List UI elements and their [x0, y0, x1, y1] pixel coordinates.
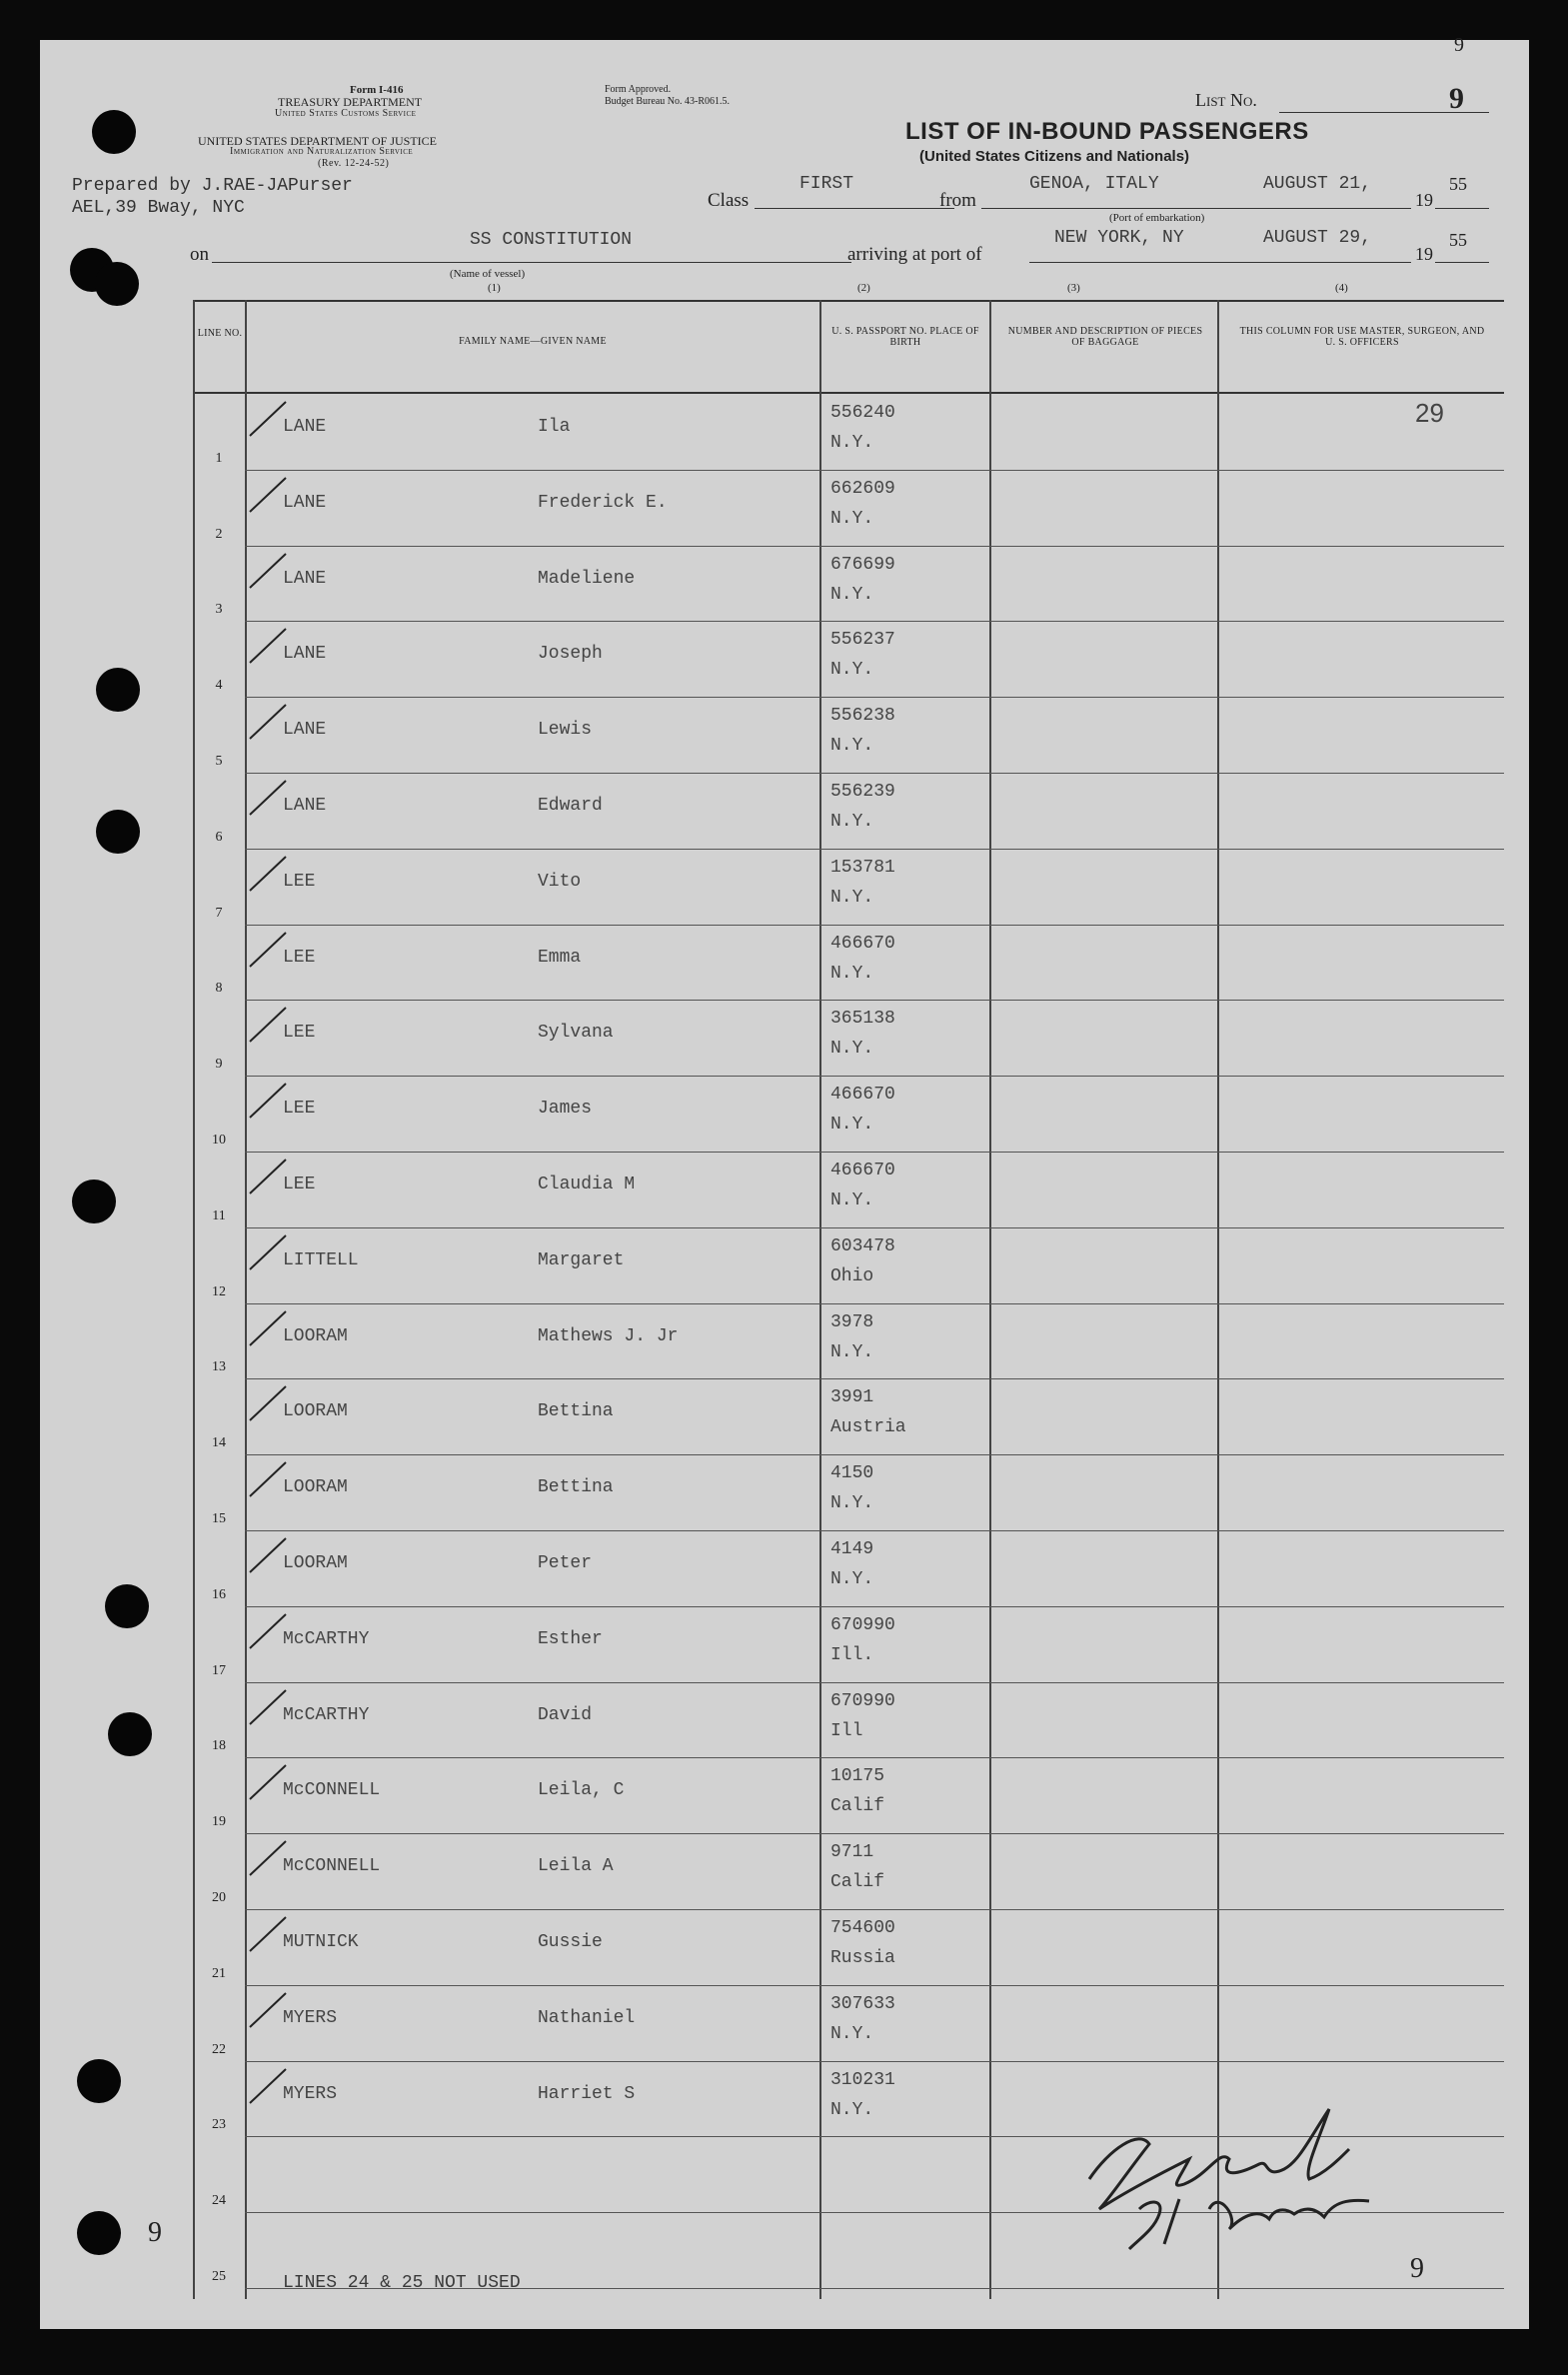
- line-number: 9: [215, 1057, 223, 1073]
- line-number: 3: [215, 602, 223, 618]
- line-number: 16: [212, 1586, 226, 1602]
- table-row: [193, 1683, 1504, 1759]
- from-underline: [981, 208, 1411, 209]
- header-baggage: NUMBER AND DESCRIPTION OF PIECES OF BAGGAGE: [1007, 326, 1203, 348]
- port-underline: [1029, 262, 1411, 263]
- family-name: LEE: [283, 1099, 316, 1120]
- check-mark-icon: [248, 1460, 288, 1500]
- family-name: LOORAM: [283, 1477, 348, 1498]
- place-of-birth: N.Y.: [830, 508, 874, 529]
- from-year: 55: [1449, 174, 1467, 194]
- given-name: Emma: [538, 947, 582, 968]
- binder-hole: [77, 2059, 121, 2103]
- page-mark-right: 9: [1410, 2253, 1424, 2284]
- corner-mark: 9: [1454, 34, 1464, 56]
- given-name: Nathaniel: [538, 2007, 636, 2028]
- place-of-birth: Ill.: [830, 1644, 874, 1665]
- from-year-underline: [1435, 208, 1489, 209]
- header-passport: U. S. PASSPORT NO. PLACE OF BIRTH: [831, 326, 979, 348]
- officer-signature: [1069, 2089, 1399, 2289]
- check-mark-icon: [248, 1915, 288, 1955]
- family-name: LANE: [283, 720, 327, 741]
- class-underline: [755, 208, 954, 209]
- vessel-underline: [212, 262, 851, 263]
- table-top-rule: [193, 300, 1504, 302]
- given-name: Vito: [538, 871, 582, 892]
- table-row: [193, 698, 1504, 774]
- passport-number: 10175: [830, 1766, 885, 1787]
- from-label: from: [939, 190, 976, 211]
- given-name: Gussie: [538, 1932, 603, 1952]
- binder-hole: [96, 668, 140, 712]
- given-name: Lewis: [538, 720, 593, 741]
- family-name: McCARTHY: [283, 1628, 370, 1649]
- family-name: MYERS: [283, 2083, 338, 2104]
- family-name: LEE: [283, 871, 316, 892]
- col-1-marker: (1): [488, 282, 501, 294]
- check-mark-icon: [248, 931, 288, 971]
- check-mark-icon: [248, 1536, 288, 1576]
- passport-number: 310231: [830, 2069, 895, 2090]
- place-of-birth: N.Y.: [830, 736, 874, 757]
- binder-hole: [77, 2211, 121, 2255]
- passport-number: 307633: [830, 1993, 895, 2014]
- family-name: LANE: [283, 796, 327, 816]
- line-number: 17: [212, 1662, 226, 1678]
- table-row: [193, 622, 1504, 698]
- passenger-table: [193, 300, 1504, 2299]
- table-row: [193, 1531, 1504, 1607]
- ins-label: Immigration and Naturalization Service: [230, 146, 414, 157]
- col-3-marker: (3): [1067, 282, 1080, 294]
- passport-number: 670990: [830, 1690, 895, 1711]
- check-mark-icon: [248, 1763, 288, 1803]
- table-row: [193, 774, 1504, 850]
- form-title: LIST OF IN-BOUND PASSENGERS: [905, 118, 1309, 145]
- passport-number: 556240: [830, 403, 895, 423]
- table-row: [193, 1986, 1504, 2062]
- check-mark-icon: [248, 552, 288, 592]
- family-name: MYERS: [283, 2007, 338, 2028]
- family-name: LOORAM: [283, 1401, 348, 1422]
- passport-number: 4149: [830, 1539, 874, 1559]
- justice-label: UNITED STATES DEPARTMENT OF JUSTICE: [198, 134, 438, 148]
- check-mark-icon: [248, 1082, 288, 1122]
- passport-number: 466670: [830, 1085, 895, 1106]
- check-mark-icon: [248, 2067, 288, 2107]
- check-mark-icon: [248, 400, 288, 440]
- family-name: LEE: [283, 947, 316, 968]
- table-row: [193, 926, 1504, 1002]
- check-mark-icon: [248, 855, 288, 895]
- vessel-name: SS CONSTITUTION: [470, 230, 633, 250]
- binder-hole: [108, 1712, 152, 1756]
- place-of-birth: N.Y.: [830, 1115, 874, 1136]
- place-of-birth: N.Y.: [830, 1039, 874, 1060]
- passport-number: 466670: [830, 1161, 895, 1181]
- given-name: Edward: [538, 796, 603, 816]
- family-name: LANE: [283, 644, 327, 665]
- table-row: [193, 1304, 1504, 1380]
- given-name: Margaret: [538, 1249, 625, 1270]
- binder-hole: [96, 810, 140, 854]
- table-row: [193, 1455, 1504, 1531]
- line-number: 23: [212, 2117, 226, 2133]
- header-name: FAMILY NAME—GIVEN NAME: [459, 336, 607, 347]
- place-of-birth: N.Y.: [830, 2099, 874, 2120]
- check-mark-icon: [248, 703, 288, 743]
- table-row: [193, 1228, 1504, 1304]
- place-of-birth: N.Y.: [830, 887, 874, 908]
- prepared-by-line1: Prepared by J.RAE-JAPurser: [72, 176, 353, 196]
- vessel-caption: (Name of vessel): [450, 268, 526, 280]
- passport-number: 4150: [830, 1463, 874, 1484]
- given-name: Sylvana: [538, 1023, 614, 1044]
- line-number: 18: [212, 1738, 226, 1754]
- binder-hole: [92, 110, 136, 154]
- given-name: Madeliene: [538, 568, 636, 589]
- family-name: LEE: [283, 1023, 316, 1044]
- table-row: [193, 1077, 1504, 1153]
- family-name: LOORAM: [283, 1325, 348, 1346]
- family-name: LANE: [283, 568, 327, 589]
- family-name: LANE: [283, 492, 327, 513]
- arrival-year-prefix: 19: [1415, 244, 1433, 264]
- place-of-birth: N.Y.: [830, 1493, 874, 1514]
- customs-label: United States Customs Service: [275, 108, 417, 119]
- arrival-year: 55: [1449, 230, 1467, 250]
- line-number: 13: [212, 1359, 226, 1375]
- from-date: AUGUST 21,: [1263, 174, 1372, 194]
- family-name: LITTELL: [283, 1249, 359, 1270]
- binder-hole: [105, 1584, 149, 1628]
- line-number: 15: [212, 1510, 226, 1526]
- place-of-birth: Austria: [830, 1417, 906, 1438]
- officer-note: 29: [1415, 398, 1444, 428]
- line-number: 6: [215, 829, 223, 845]
- arrival-port: NEW YORK, NY: [1054, 228, 1184, 248]
- col-4-marker: (4): [1335, 282, 1348, 294]
- family-name: LOORAM: [283, 1553, 348, 1573]
- form-subtitle: (United States Citizens and Nationals): [919, 148, 1190, 165]
- line-number: 22: [212, 2041, 226, 2057]
- place-of-birth: N.Y.: [830, 963, 874, 984]
- table-row: [193, 1834, 1504, 1910]
- passport-number: 670990: [830, 1614, 895, 1635]
- given-name: Esther: [538, 1628, 603, 1649]
- check-mark-icon: [248, 779, 288, 819]
- place-of-birth: Ohio: [830, 1265, 874, 1286]
- passport-number: 556238: [830, 706, 895, 727]
- passport-number: 153781: [830, 857, 895, 878]
- given-name: Harriet S: [538, 2083, 636, 2104]
- line-number: 24: [212, 2193, 226, 2209]
- form-approved: Form Approved.: [605, 84, 672, 95]
- arrival-year-underline: [1435, 262, 1489, 263]
- check-mark-icon: [248, 1309, 288, 1349]
- line-number: 21: [212, 1965, 226, 1981]
- given-name: Leila, C: [538, 1780, 625, 1801]
- place-of-birth: N.Y.: [830, 1190, 874, 1210]
- line-number: 1: [215, 450, 223, 466]
- place-of-birth: Calif: [830, 1872, 885, 1893]
- form-number: Form I-416: [350, 84, 404, 96]
- class-value: FIRST: [799, 174, 854, 194]
- place-of-birth: N.Y.: [830, 2023, 874, 2044]
- family-name: LEE: [283, 1175, 316, 1194]
- line-number: 5: [215, 753, 223, 769]
- port-caption: (Port of embarkation): [1109, 212, 1205, 224]
- passport-number: 662609: [830, 478, 895, 499]
- given-name: Peter: [538, 1553, 593, 1573]
- check-mark-icon: [248, 1991, 288, 2031]
- line-number: 19: [212, 1814, 226, 1830]
- place-of-birth: N.Y.: [830, 433, 874, 453]
- family-name: MUTNICK: [283, 1932, 359, 1952]
- given-name: Ila: [538, 417, 571, 437]
- list-no-label: List No.: [1195, 90, 1257, 110]
- binder-hole: [95, 262, 139, 306]
- place-of-birth: Russia: [830, 1948, 895, 1968]
- check-mark-icon: [248, 1006, 288, 1046]
- table-row: [193, 1153, 1504, 1228]
- header-line-no: LINE NO.: [197, 328, 243, 339]
- place-of-birth: Ill: [830, 1720, 863, 1741]
- place-of-birth: N.Y.: [830, 584, 874, 605]
- binder-hole: [72, 1180, 116, 1223]
- header-officers: THIS COLUMN FOR USE MASTER, SURGEON, AND U. S. OFFICERS: [1239, 326, 1485, 348]
- check-mark-icon: [248, 1384, 288, 1424]
- passport-number: 676699: [830, 554, 895, 575]
- place-of-birth: N.Y.: [830, 660, 874, 681]
- given-name: Joseph: [538, 644, 603, 665]
- table-row: [193, 850, 1504, 926]
- list-no-value: 9: [1449, 82, 1464, 115]
- line-number: 11: [212, 1207, 226, 1223]
- check-mark-icon: [248, 476, 288, 516]
- check-mark-icon: [248, 627, 288, 667]
- given-name: James: [538, 1099, 593, 1120]
- passport-number: 556237: [830, 630, 895, 651]
- from-port: GENOA, ITALY: [1029, 174, 1159, 194]
- place-of-birth: Calif: [830, 1796, 885, 1817]
- table-row: [193, 395, 1504, 471]
- passport-number: 3978: [830, 1311, 874, 1332]
- line-number: 2: [215, 526, 223, 542]
- prepared-by-line2: AEL,39 Bway, NYC: [72, 198, 245, 218]
- line-number: 20: [212, 1889, 226, 1905]
- check-mark-icon: [248, 1688, 288, 1728]
- passport-number: 556239: [830, 782, 895, 802]
- check-mark-icon: [248, 1612, 288, 1652]
- given-name: Leila A: [538, 1856, 614, 1877]
- place-of-birth: N.Y.: [830, 1569, 874, 1589]
- table-header-rule: [193, 392, 1504, 394]
- line-number: 8: [215, 981, 223, 997]
- passport-number: 9711: [830, 1842, 874, 1863]
- check-mark-icon: [248, 1233, 288, 1273]
- family-name: McCONNELL: [283, 1780, 381, 1801]
- family-name: LANE: [283, 417, 327, 437]
- line-number: 25: [212, 2268, 226, 2284]
- family-name: McCARTHY: [283, 1704, 370, 1725]
- given-name: David: [538, 1704, 593, 1725]
- passport-number: 466670: [830, 933, 895, 954]
- given-name: Bettina: [538, 1401, 614, 1422]
- check-mark-icon: [248, 1158, 288, 1197]
- page-mark-left: 9: [148, 2217, 162, 2248]
- place-of-birth: N.Y.: [830, 1341, 874, 1362]
- passport-number: 754600: [830, 1918, 895, 1938]
- rev-label: (Rev. 12-24-52): [318, 158, 390, 169]
- from-year-prefix: 19: [1415, 190, 1433, 210]
- line-number: 4: [215, 678, 223, 694]
- line-number: 14: [212, 1435, 226, 1451]
- col-2-marker: (2): [857, 282, 870, 294]
- table-row: [193, 1910, 1504, 1986]
- passenger-manifest-sheet: [40, 34, 1529, 2329]
- table-row: [193, 1607, 1504, 1683]
- table-row: [193, 1001, 1504, 1077]
- check-mark-icon: [248, 1839, 288, 1879]
- given-name: Bettina: [538, 1477, 614, 1498]
- passport-number: 365138: [830, 1009, 895, 1030]
- passport-number: 3991: [830, 1387, 874, 1408]
- table-row: [193, 471, 1504, 547]
- arriving-label: arriving at port of: [847, 244, 982, 265]
- table-row: [193, 547, 1504, 623]
- family-name: McCONNELL: [283, 1856, 381, 1877]
- on-label: on: [190, 244, 209, 265]
- line-number: 10: [212, 1132, 226, 1148]
- treasury-label: TREASURY DEPARTMENT: [278, 95, 423, 109]
- not-used-note: LINES 24 & 25 NOT USED: [283, 2273, 521, 2293]
- line-number: 12: [212, 1283, 226, 1299]
- given-name: Frederick E.: [538, 492, 668, 513]
- given-name: Claudia M: [538, 1175, 636, 1194]
- passport-number: 603478: [830, 1235, 895, 1256]
- budget-bureau: Budget Bureau No. 43-R061.5.: [605, 96, 730, 107]
- arrival-date: AUGUST 29,: [1263, 228, 1372, 248]
- table-row: [193, 1758, 1504, 1834]
- line-number: 7: [215, 905, 223, 921]
- given-name: Mathews J. Jr: [538, 1325, 679, 1346]
- class-label: Class: [708, 190, 750, 211]
- place-of-birth: N.Y.: [830, 812, 874, 832]
- table-row: [193, 1379, 1504, 1455]
